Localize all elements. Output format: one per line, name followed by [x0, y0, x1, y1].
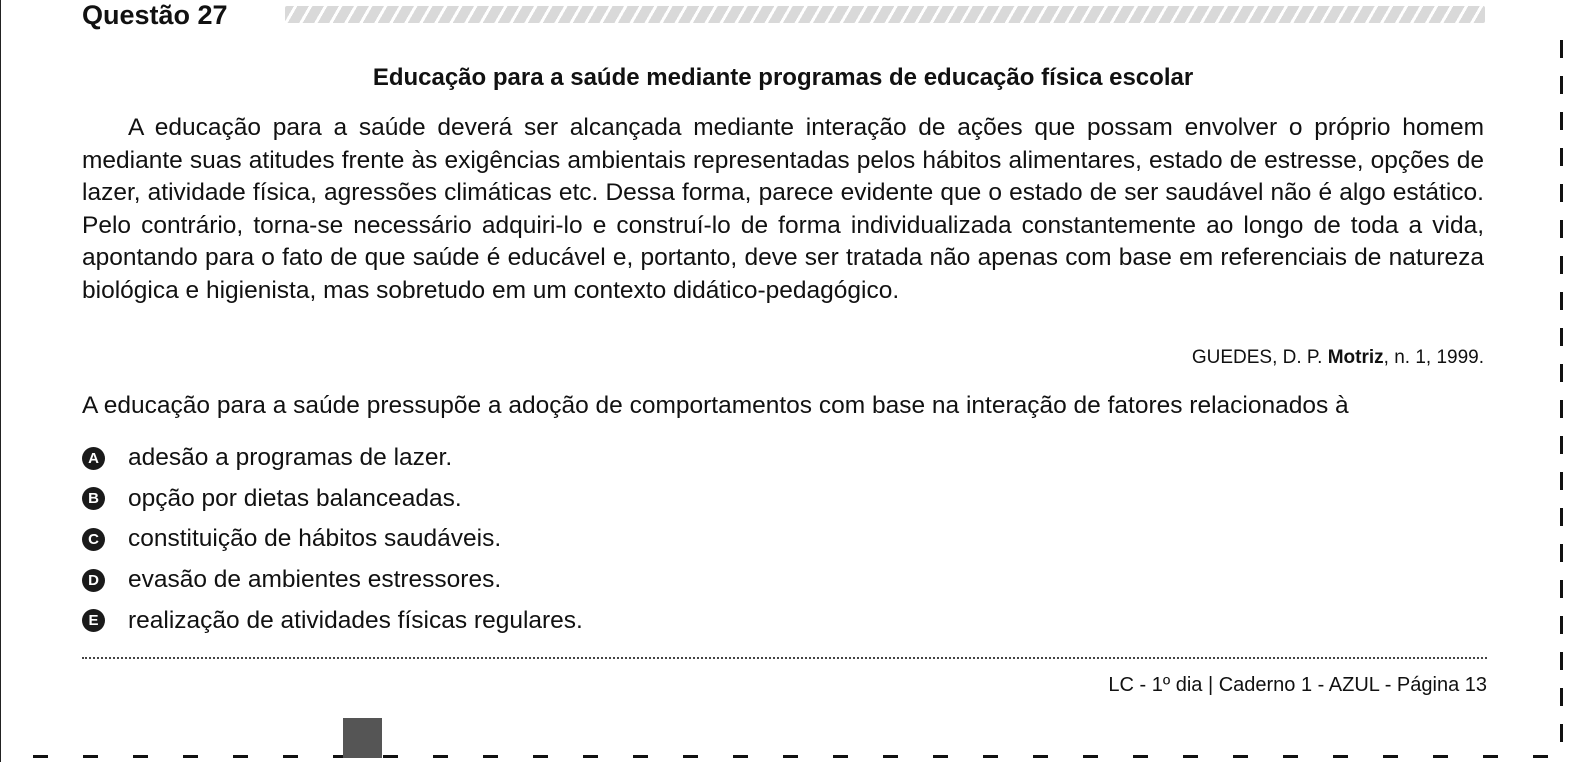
question-header: [82, 0, 228, 30]
option-e-text: realização de atividades físicas regulares.: [128, 606, 583, 634]
source-author: GUEDES, D. P.: [1191, 347, 1328, 368]
margin-tick: [1560, 328, 1563, 346]
option-e-letter-badge: E: [82, 609, 105, 632]
margin-tick: [1560, 508, 1563, 526]
source-details: , n. 1, 1999.: [1383, 347, 1484, 368]
header-stripe-bar: [285, 6, 1485, 23]
margin-tick: [1560, 652, 1563, 670]
margin-tick: [1560, 616, 1563, 634]
question-number: Questão 27: [82, 0, 228, 30]
option-c-letter-badge: C: [82, 528, 105, 551]
margin-tick: [1560, 436, 1563, 454]
margin-tick: [1560, 292, 1563, 310]
margin-tick: [1560, 184, 1563, 202]
page-left-border: [0, 0, 1, 762]
passage-body: A educação para a saúde deverá ser alcançada mediante interação de ações que possam envolver o próprio homem mediante suas atitudes frente às exigências ambientais representadas pelos hábitos alimentares, estado de estresse, opções de lazer, atividade física, agressões climáticas etc. Dessa forma, parece evidente que o estado de ser saudável não é algo estático. Pelo contrário, torna-se necessário adquiri-lo e construí-lo de forma individualizada constantemente ao longo de toda a vida, apontando para o fato de que saúde é educável e, portanto, deve ser tratada não apenas com base em referenciais de natureza biológica e higienista, mas sobretudo em um contexto didático-pedagógico.: [82, 114, 1484, 304]
margin-ticks: [1560, 40, 1566, 760]
margin-tick: [1560, 148, 1563, 166]
answer-options: [82, 438, 583, 641]
margin-tick: [1560, 400, 1563, 418]
margin-tick: [1560, 472, 1563, 490]
option-d-letter-badge: D: [82, 569, 105, 592]
margin-tick: [1560, 580, 1563, 598]
option-a-letter-badge: A: [82, 447, 105, 470]
margin-tick: [1560, 364, 1563, 382]
margin-tick: [1560, 40, 1563, 58]
page-footer: LC - 1º dia | Caderno 1 - AZUL - Página 13: [1108, 674, 1487, 696]
question-stem: A educação para a saúde pressupõe a adoção de comportamentos com base na interação de fatores relacionados à: [82, 392, 1349, 419]
option-d[interactable]: [82, 560, 583, 601]
margin-tick: [1560, 724, 1563, 742]
passage-title: Educação para a saúde mediante programas de educação física escolar: [372, 64, 1194, 91]
option-d-text: evasão de ambientes estressores.: [128, 566, 502, 594]
passage-source: [82, 344, 1484, 372]
option-c-text: constituição de hábitos saudáveis.: [128, 525, 502, 553]
option-b[interactable]: [82, 479, 583, 520]
registration-mark: [343, 718, 382, 758]
option-b-letter-badge: B: [82, 487, 105, 510]
dotted-divider: [82, 657, 1487, 659]
margin-tick: [1560, 76, 1563, 94]
source-journal: Motriz: [1327, 347, 1384, 368]
margin-tick: [1560, 220, 1563, 238]
margin-tick: [1560, 256, 1563, 274]
option-c[interactable]: [82, 519, 583, 560]
option-b-text: opção por dietas balanceadas.: [128, 484, 462, 512]
option-a-text: adesão a programas de lazer.: [128, 444, 453, 472]
option-a[interactable]: [82, 438, 583, 479]
margin-tick: [1560, 544, 1563, 562]
bottom-cut-line: [0, 755, 1575, 758]
margin-tick: [1560, 112, 1563, 130]
option-e[interactable]: [82, 600, 583, 641]
margin-tick: [1560, 688, 1563, 706]
